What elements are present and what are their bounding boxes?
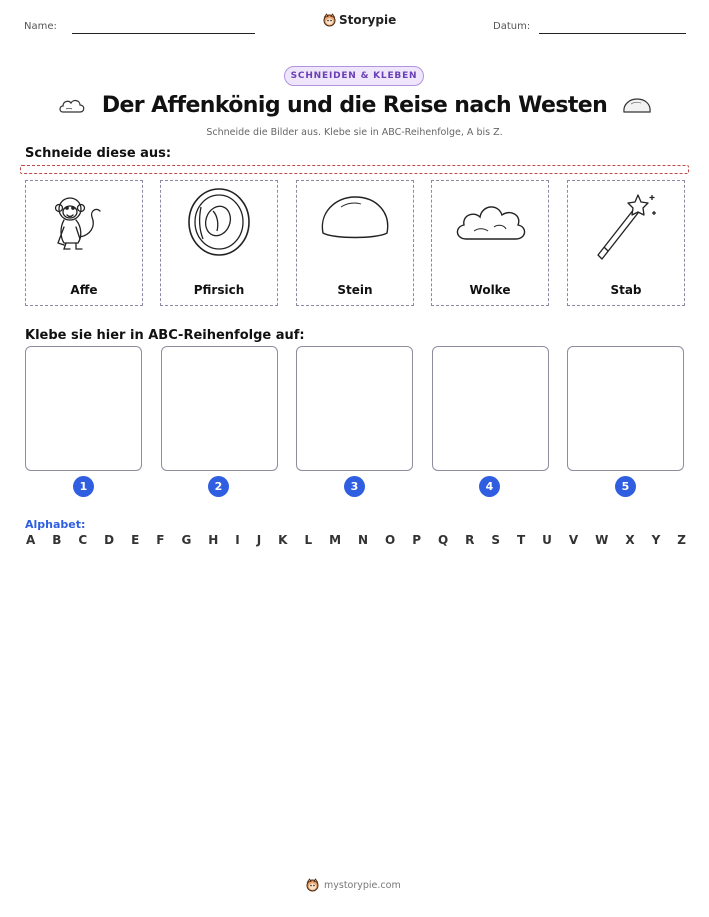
date-label: Datum: — [493, 21, 531, 32]
alphabet-letter: G — [181, 533, 192, 547]
alphabet-letter: N — [358, 533, 369, 547]
date-line[interactable] — [539, 33, 686, 34]
cut-card-pfirsich[interactable] — [160, 180, 278, 306]
card-label: Pfirsich — [193, 283, 245, 297]
footer — [306, 878, 401, 892]
paste-slot-3[interactable] — [296, 346, 413, 471]
cut-card-affe[interactable] — [25, 180, 143, 306]
card-label: Stab — [610, 283, 642, 297]
alphabet-letter: F — [156, 533, 165, 547]
name-label: Name: — [24, 21, 57, 32]
cut-card-wolke[interactable] — [431, 180, 549, 306]
cut-line — [20, 165, 689, 174]
alphabet-letter: L — [304, 533, 313, 547]
cut-section-heading: Schneide diese aus: — [25, 146, 172, 161]
card-label: Wolke — [469, 283, 511, 297]
slot-number-3: 3 — [344, 476, 365, 497]
alphabet-letter: P — [412, 533, 421, 547]
alphabet-letter: M — [329, 533, 342, 547]
storypie-mascot-icon — [323, 13, 336, 27]
alphabet-letter: H — [208, 533, 219, 547]
peach-icon — [161, 187, 277, 277]
alphabet-letter: V — [568, 533, 579, 547]
stone-icon — [297, 187, 413, 277]
instructions: Schneide die Bilder aus. Klebe sie in ABC-Reihenfolge, A bis Z. — [206, 127, 503, 138]
monkey-icon — [26, 187, 142, 277]
storypie-logo — [323, 13, 396, 27]
alphabet-letter: B — [52, 533, 62, 547]
alphabet-letter: W — [595, 533, 609, 547]
alphabet-row — [26, 533, 686, 547]
alphabet-letter: R — [465, 533, 475, 547]
alphabet-letter: X — [625, 533, 635, 547]
paste-slot-5[interactable] — [567, 346, 684, 471]
alphabet-letter: I — [235, 533, 240, 547]
card-label: Stein — [337, 283, 373, 297]
alphabet-letter: A — [26, 533, 36, 547]
alphabet-letter: Q — [437, 533, 449, 547]
card-label: Affe — [70, 283, 98, 297]
alphabet-letter: D — [104, 533, 115, 547]
alphabet-letter: S — [491, 533, 500, 547]
cut-card-stein[interactable] — [296, 180, 414, 306]
slot-number-4: 4 — [479, 476, 500, 497]
alphabet-letter: Y — [651, 533, 661, 547]
paste-section-heading: Klebe sie hier in ABC-Reihenfolge auf: — [25, 328, 305, 343]
alphabet-letter: U — [542, 533, 552, 547]
alphabet-letter: T — [516, 533, 526, 547]
slot-number-1: 1 — [73, 476, 94, 497]
paste-slot-4[interactable] — [432, 346, 549, 471]
footer-url: mystorypie.com — [324, 879, 401, 891]
activity-badge: SCHNEIDEN & KLEBEN — [284, 66, 424, 86]
magic-wand-icon — [568, 187, 684, 277]
slot-number-5: 5 — [615, 476, 636, 497]
alphabet-letter: K — [278, 533, 288, 547]
cloud-icon — [432, 187, 548, 277]
page-title: Der Affenkönig und die Reise nach Westen — [101, 93, 608, 118]
brand-name: Storypie — [339, 13, 397, 27]
paste-slot-1[interactable] — [25, 346, 142, 471]
cut-card-stab[interactable] — [567, 180, 685, 306]
name-line[interactable] — [72, 33, 255, 34]
paste-slot-2[interactable] — [161, 346, 278, 471]
alphabet-letter: Z — [677, 533, 686, 547]
alphabet-letter: J — [256, 533, 262, 547]
alphabet-heading: Alphabet: — [25, 518, 86, 531]
stone-decoration-icon — [621, 95, 653, 117]
slot-number-2: 2 — [208, 476, 229, 497]
alphabet-letter: E — [131, 533, 140, 547]
alphabet-letter: O — [385, 533, 396, 547]
alphabet-letter: C — [78, 533, 88, 547]
storypie-mascot-icon — [306, 878, 319, 892]
